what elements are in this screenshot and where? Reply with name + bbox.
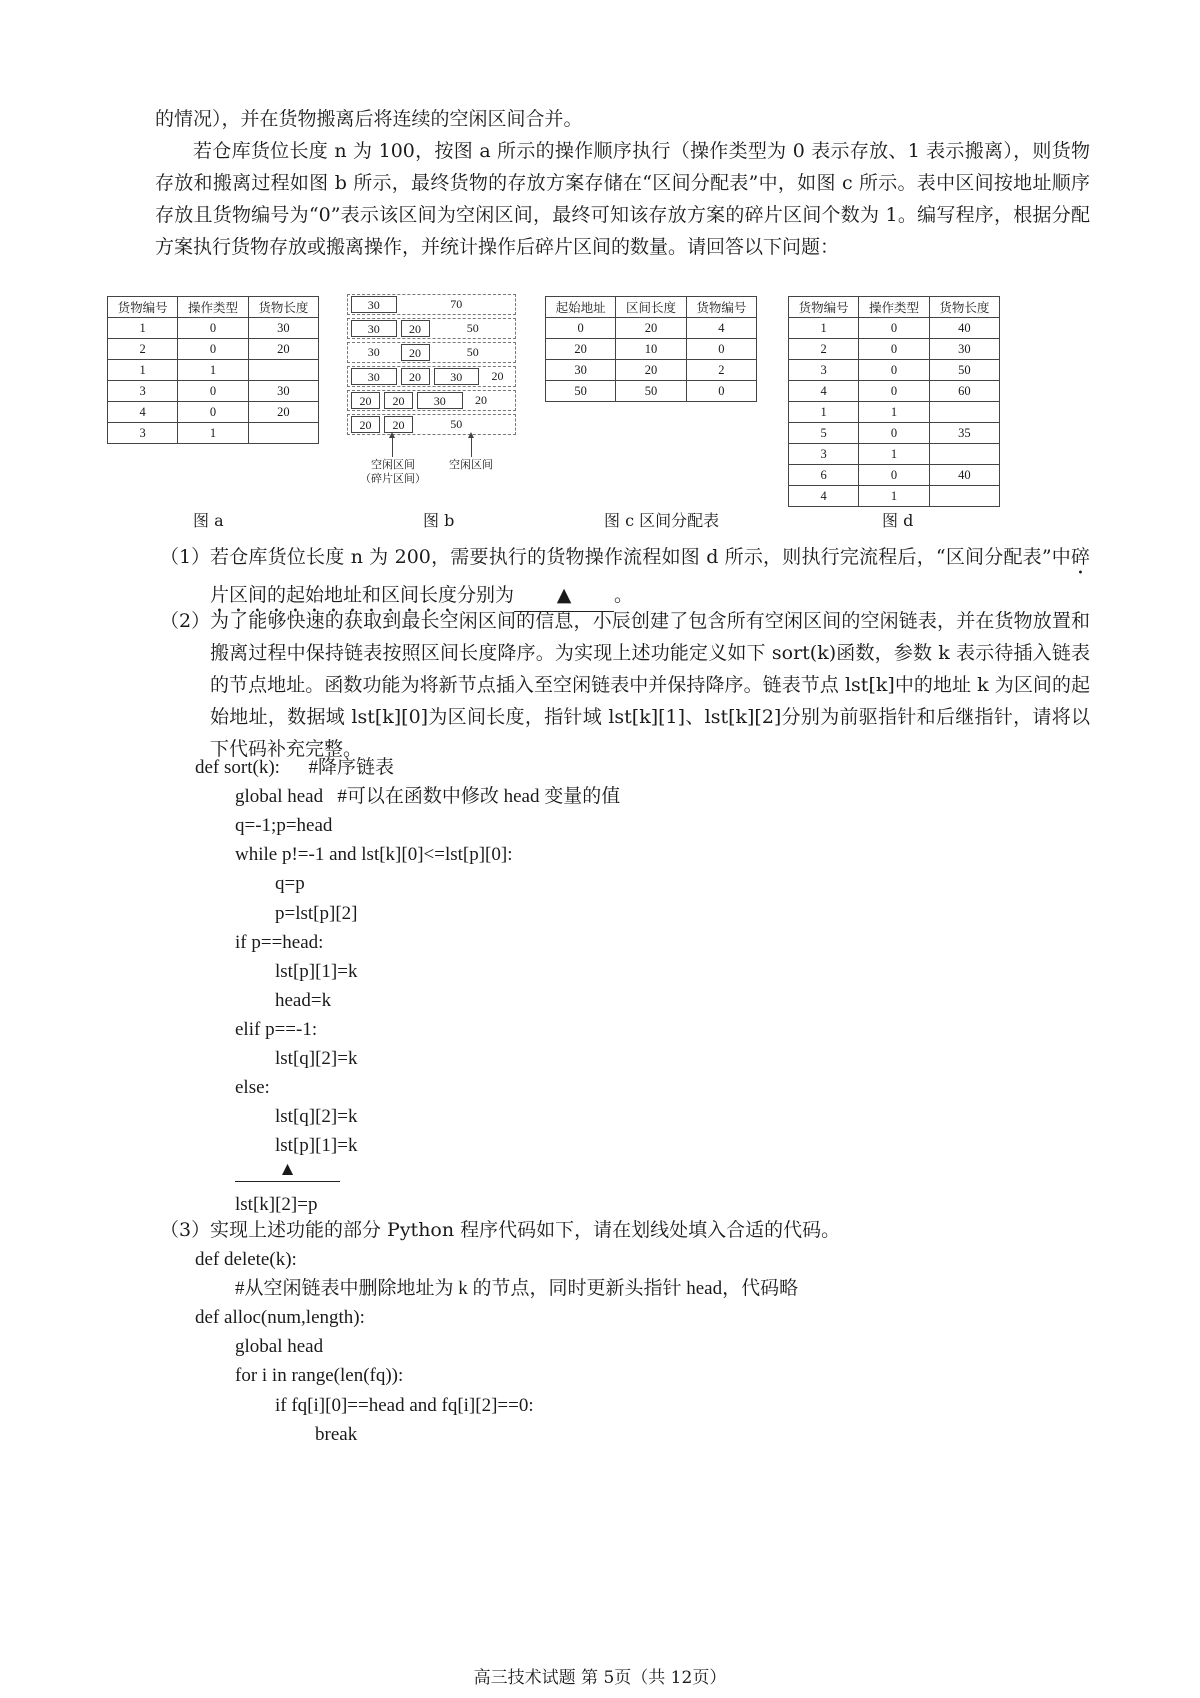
table-row xyxy=(546,318,757,339)
table-row xyxy=(789,318,1000,339)
table-cell: 0 xyxy=(178,318,248,339)
page-footer: 高三技术试题 第 5页（共 12页） xyxy=(473,1668,727,1688)
question-3 xyxy=(160,1214,1090,1246)
code-line: break xyxy=(315,1423,358,1445)
occupied-segment: 30 xyxy=(351,296,397,313)
fig-c-table xyxy=(545,296,757,402)
code-line: def delete(k): xyxy=(195,1249,297,1270)
table-cell: 30 xyxy=(546,360,616,381)
table-cell: 50 xyxy=(929,360,999,381)
table-row xyxy=(789,339,1000,360)
question-number: （1） xyxy=(160,546,211,568)
fig-b-note-free: 空闲区间 xyxy=(449,458,493,471)
table-cell: 50 xyxy=(616,381,686,402)
table-row xyxy=(108,381,319,402)
table-cell: 0 xyxy=(686,381,756,402)
table-cell: 0 xyxy=(859,381,929,402)
code-line: p=lst[p][2] xyxy=(275,902,358,924)
q3-text: 实现上述功能的部分 Python 程序代码如下，请在划线处填入合适的代码。 xyxy=(210,1219,841,1241)
table-cell: 5 xyxy=(789,423,859,444)
table-row xyxy=(108,402,319,423)
table-cell: 0 xyxy=(859,360,929,381)
fig-c-header: 区间长度 xyxy=(616,297,686,318)
code-line: while p!=-1 and lst[k][0]<=lst[p][0]: xyxy=(235,844,513,866)
table-row xyxy=(789,486,1000,507)
table-row xyxy=(108,339,319,360)
intro-line: 的情况），并在货物搬离后将连续的空闲区间合并。 xyxy=(155,108,583,130)
code-line: global head xyxy=(235,1336,324,1358)
table-row xyxy=(789,465,1000,486)
occupied-segment: 30 xyxy=(351,320,397,337)
table-cell: 0 xyxy=(178,402,248,423)
table-cell: 1 xyxy=(108,360,178,381)
fig-a-caption: 图 a xyxy=(193,511,224,530)
occupied-segment: 20 xyxy=(351,416,380,433)
fig-c-caption: 图 c 区间分配表 xyxy=(604,511,720,530)
table-cell xyxy=(929,402,999,423)
table-cell: 4 xyxy=(789,486,859,507)
table-row xyxy=(108,318,319,339)
table-cell: 1 xyxy=(108,318,178,339)
code-line: lst[p][1]=k xyxy=(275,1135,358,1157)
table-cell: 3 xyxy=(108,381,178,402)
table-cell: 0 xyxy=(178,339,248,360)
table-cell: 1 xyxy=(859,444,929,465)
table-cell: 20 xyxy=(248,339,318,360)
note-line: （碎片区间） xyxy=(360,472,426,485)
table-cell: 1 xyxy=(178,423,248,444)
table-cell: 2 xyxy=(108,339,178,360)
table-cell: 3 xyxy=(108,423,178,444)
table-row xyxy=(546,381,757,402)
fig-a-header: 货物编号 xyxy=(108,297,178,318)
table-row xyxy=(789,402,1000,423)
code-line: elif p==-1: xyxy=(235,1018,318,1040)
table-row xyxy=(108,423,319,444)
table-cell: 0 xyxy=(546,318,616,339)
table-cell xyxy=(929,486,999,507)
code-line: head=k xyxy=(275,989,332,1011)
fig-c-header: 起始地址 xyxy=(546,297,616,318)
q1-text-tail: 分别为 xyxy=(457,584,515,606)
table-cell: 1 xyxy=(859,486,929,507)
code-line: global head #可以在函数中修改 head 变量的值 xyxy=(235,786,621,808)
fig-b-caption: 图 b xyxy=(423,511,455,530)
code-line: q=p xyxy=(275,873,305,895)
table-cell: 0 xyxy=(178,381,248,402)
occupied-segment: 20 xyxy=(401,344,430,361)
fig-d-caption: 图 d xyxy=(882,511,914,530)
fig-a-header: 货物长度 xyxy=(248,297,318,318)
table-cell: 40 xyxy=(929,465,999,486)
table-cell: 0 xyxy=(859,318,929,339)
table-cell: 4 xyxy=(108,402,178,423)
free-segment: 20 xyxy=(491,369,504,383)
table-cell xyxy=(929,444,999,465)
table-cell: 30 xyxy=(929,339,999,360)
answer-blank-q2[interactable]: ▲ xyxy=(235,1159,340,1182)
table-cell: 20 xyxy=(248,402,318,423)
free-segment: 70 xyxy=(450,297,463,311)
free-segment: 30 xyxy=(367,345,380,359)
table-row xyxy=(789,423,1000,444)
code-line: lst[q][2]=k xyxy=(275,1106,358,1128)
occupied-segment: 30 xyxy=(417,392,463,409)
fig-b-note-fragment xyxy=(358,458,428,486)
table-cell: 30 xyxy=(248,381,318,402)
table-cell: 2 xyxy=(789,339,859,360)
q1-text: 若仓库货位长度 n 为 200，需要执行的货物操作流程如图 d 所示，则执行完流程后，“区间分配表”中 xyxy=(210,546,1071,568)
arrow-left xyxy=(392,437,393,457)
table-cell: 3 xyxy=(789,360,859,381)
occupied-segment: 30 xyxy=(351,368,397,385)
occupied-segment: 30 xyxy=(434,368,480,385)
table-row xyxy=(789,444,1000,465)
fig-c-header: 货物编号 xyxy=(686,297,756,318)
occupied-segment: 20 xyxy=(401,320,430,337)
table-cell: 1 xyxy=(789,402,859,423)
table-cell: 0 xyxy=(859,465,929,486)
question-number: （2） xyxy=(160,610,211,632)
table-cell: 40 xyxy=(929,318,999,339)
table-cell: 20 xyxy=(616,318,686,339)
free-segment: 50 xyxy=(450,417,463,431)
table-cell: 4 xyxy=(789,381,859,402)
q2-text: 为了能够快速的获取到最长空闲区间的信息，小辰创建了包含所有空闲区间的空闲链表，并在货物放置和搬离过程中保持链表按照区间长度降序。为实现上述功能定义如下 sort(k)函数，参数 k 表示待插入链表的节点地址。函数功能为将新节点插入至空闲链表中并保持降序。链表节点 lst[k]中的地址 k 为区间的起始地址，数据域 lst[k][0]为区间长度，指针域 lst[k][1]、lst[k][2]分别为前驱指针和后继指针，请将以下代码补充完整。 xyxy=(210,610,1090,760)
fig-d-header: 货物编号 xyxy=(789,297,859,318)
table-cell: 30 xyxy=(248,318,318,339)
code-line: for i in range(len(fq)): xyxy=(235,1365,404,1387)
table-cell: 60 xyxy=(929,381,999,402)
intro-paragraph: 若仓库货位长度 n 为 100，按图 a 所示的操作顺序执行（操作类型为 0 表示存放、1 表示搬离），则货物存放和搬离过程如图 b 所示，最终货物的存放方案存储在“区间分配表”中，如图 c 所示。表中区间按地址顺序存放且货物编号为“0”表示该区间为空闲区间，最终可知该存放方案的碎片区间个数为 1。编写程序，根据分配方案执行货物存放或搬离操作，并统计操作后碎片区间的数量。请回答以下问题： xyxy=(155,140,1090,258)
code-line: if fq[i][0]==head and fq[i][2]==0: xyxy=(275,1394,534,1416)
fig-d-header: 操作类型 xyxy=(859,297,929,318)
arrowhead-left xyxy=(389,432,395,438)
occupied-segment: 20 xyxy=(351,392,380,409)
fig-d-table xyxy=(788,296,1000,507)
table-cell: 6 xyxy=(789,465,859,486)
occupied-segment: 20 xyxy=(384,392,413,409)
free-segment: 50 xyxy=(466,321,479,335)
arrowhead-right xyxy=(468,432,474,438)
table-cell: 3 xyxy=(789,444,859,465)
table-cell: 1 xyxy=(178,360,248,381)
fig-d-header: 货物长度 xyxy=(929,297,999,318)
answer-blank-q1[interactable]: ▲ xyxy=(514,579,614,612)
occupied-segment: 20 xyxy=(384,416,413,433)
code-line: lst[p][1]=k xyxy=(275,960,358,982)
table-cell: 4 xyxy=(686,318,756,339)
note-line: 空闲区间 xyxy=(371,458,415,471)
fig-a-header: 操作类型 xyxy=(178,297,248,318)
table-cell: 0 xyxy=(686,339,756,360)
code-line: #从空闲链表中删除地址为 k 的节点，同时更新头指针 head，代码略 xyxy=(235,1278,799,1300)
occupied-segment: 20 xyxy=(401,368,430,385)
code-line: if p==head: xyxy=(235,931,324,953)
arrow-right xyxy=(471,437,472,457)
table-cell: 1 xyxy=(859,402,929,423)
fig-a-table xyxy=(107,296,319,444)
table-cell: 0 xyxy=(859,339,929,360)
free-segment: 20 xyxy=(475,393,487,407)
table-row xyxy=(789,360,1000,381)
table-row xyxy=(108,360,319,381)
table-cell: 50 xyxy=(546,381,616,402)
code-line: q=-1;p=head xyxy=(235,815,333,837)
table-cell: 35 xyxy=(929,423,999,444)
table-cell: 20 xyxy=(546,339,616,360)
q1-end: 。 xyxy=(614,584,634,606)
table-cell: 20 xyxy=(616,360,686,381)
table-cell xyxy=(248,423,318,444)
code-line: else: xyxy=(235,1077,270,1099)
table-row xyxy=(546,360,757,381)
question-2 xyxy=(160,605,1090,765)
code-line: lst[q][2]=k xyxy=(275,1048,358,1069)
code-line: lst[k][2]=p xyxy=(235,1193,318,1215)
table-row xyxy=(789,381,1000,402)
table-cell: 10 xyxy=(616,339,686,360)
code-line: def alloc(num,length): xyxy=(195,1307,365,1329)
table-cell: 1 xyxy=(789,318,859,339)
code-line: def sort(k): #降序链表 xyxy=(195,757,394,778)
table-cell xyxy=(248,360,318,381)
q1-emphasis: 碎片区间的起始地址和区间长度 xyxy=(210,546,1090,606)
question-number: （3） xyxy=(160,1219,211,1241)
free-segment: 50 xyxy=(466,345,479,359)
table-row xyxy=(546,339,757,360)
table-cell: 0 xyxy=(859,423,929,444)
table-cell: 2 xyxy=(686,360,756,381)
